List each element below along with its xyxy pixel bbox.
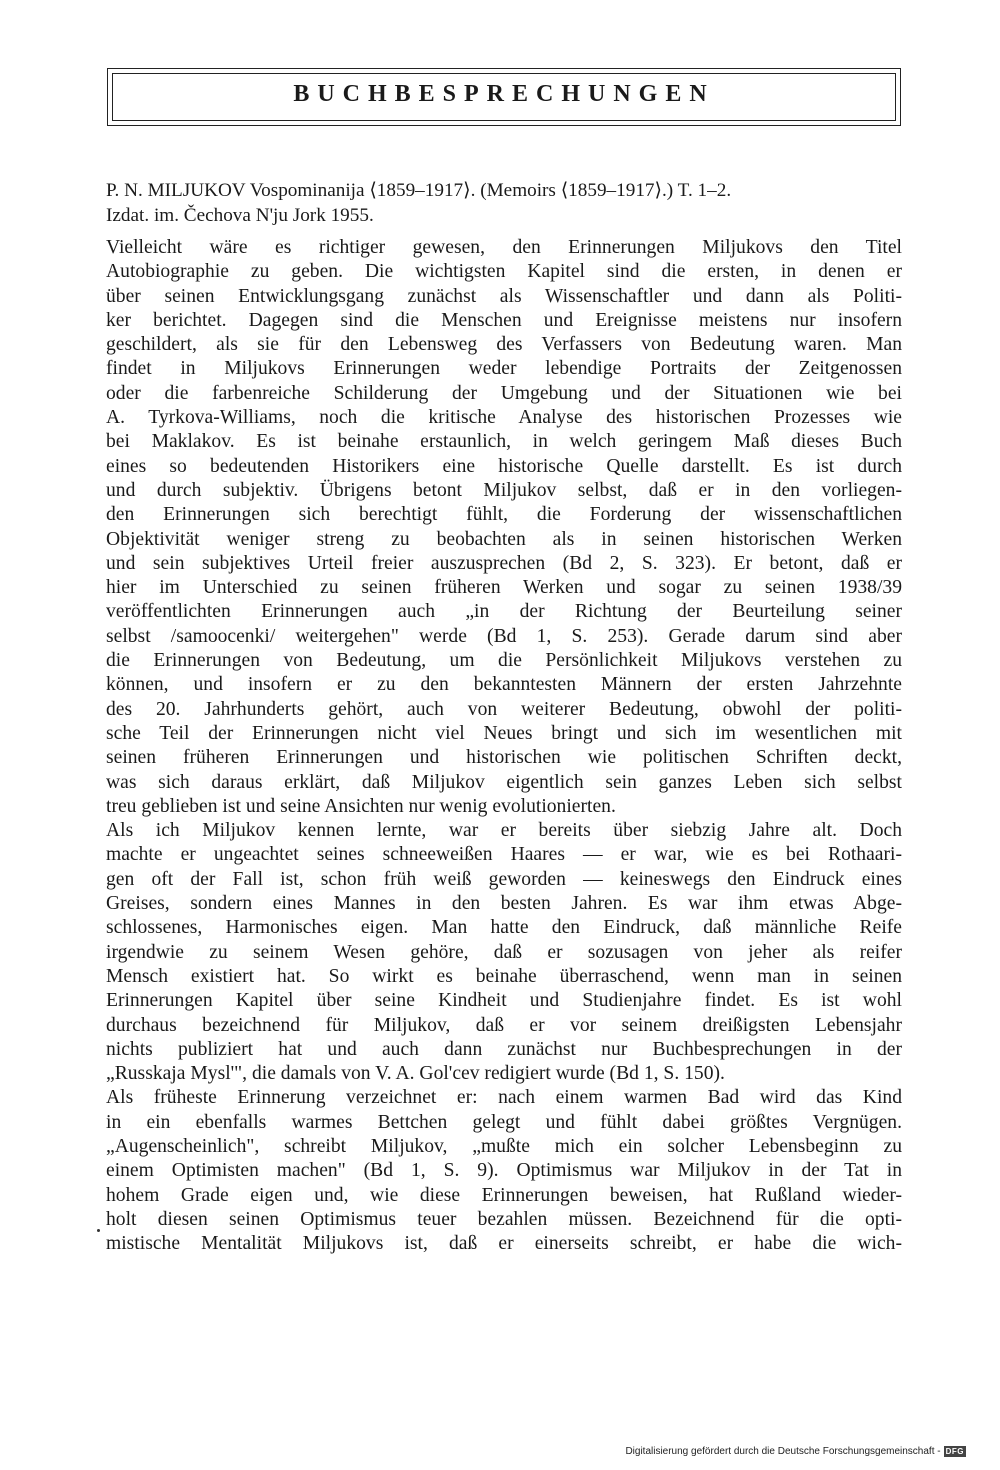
text-line: machte er ungeachtet seines schneeweißen Haares — er war, wie es bei Rothaari-: [106, 844, 902, 866]
text-line: hier im Unterschied zu seinen früheren Werken und sogar zu seinen 1938/39: [106, 577, 902, 599]
text-line: was sich daraus erklärt, daß Miljukov eigentlich sein ganzes Leben sich selbst: [106, 771, 902, 793]
text-line: und durch subjektiv. Übrigens betont Miljukov selbst, daß er in den vorliegen-: [106, 479, 902, 501]
text-line: nichts publiziert hat und auch dann zunächst nur Buchbesprechungen in der: [106, 1038, 902, 1060]
text-line: geschildert, als sie für den Lebensweg des Verfassers von Bedeutung waren. Man: [106, 334, 902, 356]
text-line: „Russkaja Mysl'", die damals von V. A. Gol'cev redigiert wurde (Bd 1, S. 150).: [106, 1063, 725, 1085]
text-line: treu geblieben ist und seine Ansichten nur wenig evolutionierten.: [106, 795, 616, 817]
dfg-logo-icon: DFG: [945, 1447, 964, 1456]
text-line: können, und insofern er zu den bekanntesten Männern der ersten Jahrzehnte: [106, 674, 902, 696]
text-line: des 20. Jahrhunderts gehört, auch von weiterer Bedeutung, obwohl der politi-: [106, 698, 902, 720]
text-line: Als ich Miljukov kennen lernte, war er bereits über siebzig Jahre alt. Doch: [106, 820, 902, 842]
text-line: in ein ebenfalls warmes Bettchen gelegt und fühlt dabei größtes Vergnügen.: [106, 1111, 902, 1133]
text-line: seinen früheren Erinnerungen und historischen wie politischen Schriften deckt,: [106, 747, 902, 769]
text-line: veröffentlichten Erinnerungen auch „in der Richtung der Beurteilung seiner: [106, 601, 902, 623]
text-line: ker berichtet. Dagegen sind die Menschen und Ereignisse meistens nur insofern: [106, 309, 902, 331]
book-citation: [106, 178, 902, 228]
text-line: Greises, sondern eines Mannes in den besten Jahren. Es war ihm etwas Abge-: [106, 893, 902, 915]
text-line: schlossenes, Harmonisches eigen. Man hatte den Eindruck, daß männliche Reife: [106, 917, 902, 939]
text-line: eines so bedeutenden Historikers eine historische Quelle darstellt. Es ist durch: [106, 455, 902, 477]
citation-line: P. N. MILJUKOV Vospominanija ⟨1859–1917⟩. (Memoirs ⟨1859–1917⟩.) T. 1–2.: [106, 180, 732, 201]
text-line: und sein subjektives Urteil freier auszusprechen (Bd 2, S. 323). Er betont, daß er: [106, 552, 902, 574]
citation-line: Izdat. im. Čechova N'ju Jork 1955.: [106, 205, 374, 226]
section-title: BUCHBESPRECHUNGEN: [293, 81, 715, 107]
text-line: durchaus bezeichnend für Miljukov, daß er vor seinem dreißigsten Lebensjahr: [106, 1014, 902, 1036]
text-line: holt diesen seinen Optimismus teuer bezahlen müssen. Bezeichnend für die opti-: [106, 1208, 902, 1230]
text-line: sche Teil der Erinnerungen nicht viel Neues bringt und sich im wesentlichen mit: [106, 722, 902, 744]
review-body: [106, 236, 902, 1256]
text-line: irgendwie zu seinem Wesen gehöre, daß er sozusagen von jeher als reifer: [106, 941, 902, 963]
footer-text: Digitalisierung gefördert durch die Deutsche Forschungsgemeinschaft -: [625, 1446, 941, 1457]
text-line: Objektivität weniger streng zu beobachten als in seinen historischen Werken: [106, 528, 902, 550]
section-header-box: [107, 68, 901, 126]
digitization-footer: [625, 1446, 966, 1457]
text-line: einem Optimisten machen" (Bd 1, S. 9). Optimismus war Miljukov in der Tat in: [106, 1160, 902, 1182]
text-line: „Augenscheinlich", schreibt Miljukov, „mußte mich ein solcher Lebensbeginn zu: [106, 1135, 902, 1157]
text-line: Erinnerungen Kapitel über seine Kindheit und Studienjahre findet. Es ist wohl: [106, 990, 902, 1012]
margin-mark: [97, 1229, 100, 1232]
text-line: Autobiographie zu geben. Die wichtigsten Kapitel sind die ersten, in denen er: [106, 261, 902, 283]
text-line: Mensch existiert hat. So wirkt es beinahe überraschend, wenn man in seinen: [106, 965, 902, 987]
text-line: den Erinnerungen sich berechtigt fühlt, die Forderung der wissenschaftlichen: [106, 504, 902, 526]
text-line: hohem Grade eigen und, wie diese Erinnerungen beweisen, hat Rußland wieder-: [106, 1184, 902, 1206]
text-line: mistische Mentalität Miljukovs ist, daß er einerseits schreibt, er habe die wich-: [106, 1233, 902, 1255]
text-line: Vielleicht wäre es richtiger gewesen, den Erinnerungen Miljukovs den Titel: [106, 237, 902, 258]
text-line: oder die farbenreiche Schilderung der Umgebung und der Situationen wie bei: [106, 382, 902, 404]
text-line: gen oft der Fall ist, schon früh weiß geworden — keineswegs den Eindruck eines: [106, 868, 902, 890]
text-line: Als früheste Erinnerung verzeichnet er: nach einem warmen Bad wird das Kind: [106, 1087, 902, 1109]
text-line: die Erinnerungen von Bedeutung, um die Persönlichkeit Miljukovs verstehen zu: [106, 650, 902, 672]
text-line: selbst /samoocenki/ weitergehen" werde (Bd 1, S. 253). Gerade darum sind aber: [106, 625, 902, 647]
text-line: über seinen Entwicklungsgang zunächst als Wissenschaftler und dann als Politi-: [106, 285, 902, 307]
text-line: bei Maklakov. Es ist beinahe erstaunlich, in welch geringem Maß dieses Buch: [106, 431, 902, 453]
text-line: findet in Miljukovs Erinnerungen weder lebendige Portraits der Zeitgenossen: [106, 358, 902, 380]
text-line: A. Tyrkova-Williams, noch die kritische Analyse des historischen Prozesses wie: [106, 407, 902, 429]
